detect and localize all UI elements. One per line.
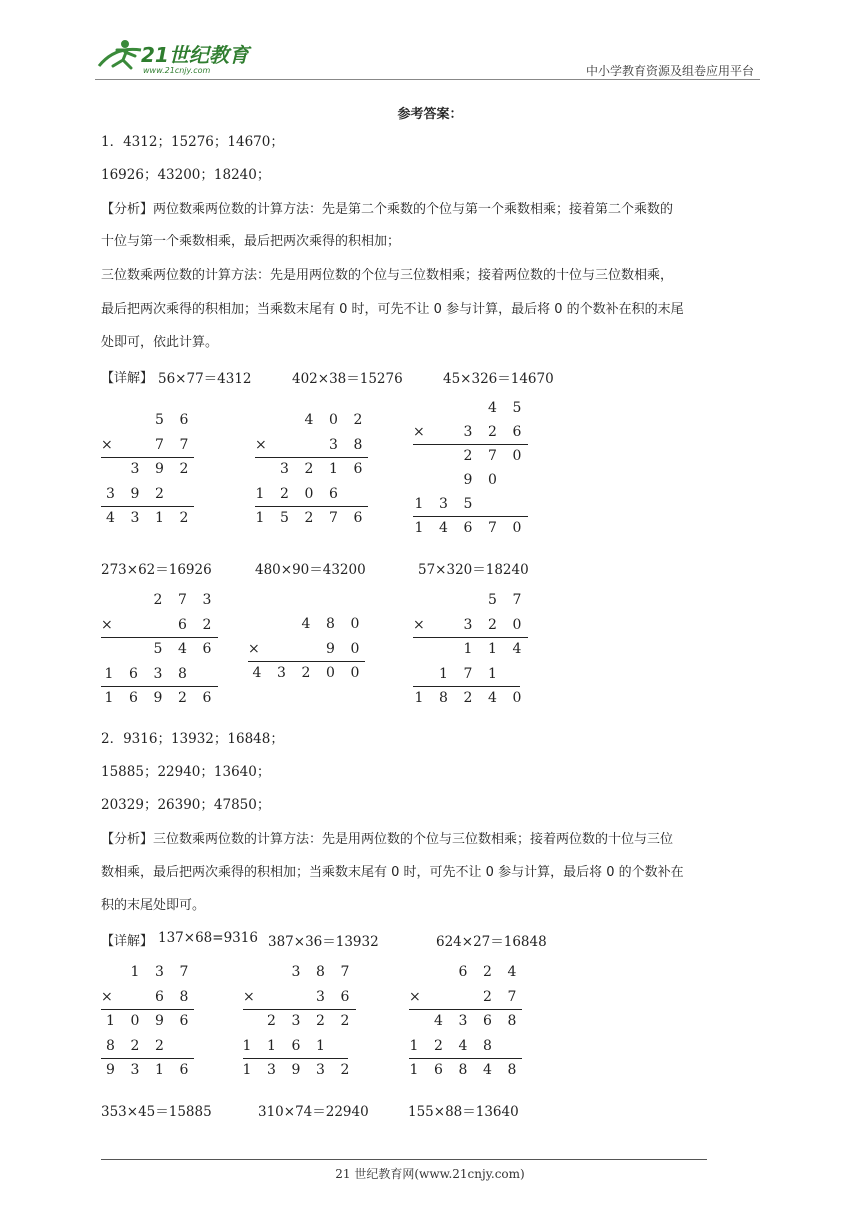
calc-digit: 2 — [463, 690, 473, 706]
calc-digit: 3 — [130, 510, 140, 526]
calc-digit: 1 — [414, 520, 424, 536]
calc-digit: 7 — [512, 592, 522, 608]
calc-digit: 1 — [329, 461, 338, 477]
calc-digit: 3 — [458, 1013, 468, 1029]
q1-eq-2: 402×38＝15276 — [292, 371, 403, 387]
calc-digit: 0 — [512, 616, 522, 633]
calc-rule — [101, 457, 194, 458]
header-divider — [95, 79, 760, 80]
calc-digit: 6 — [329, 485, 338, 502]
calc-digit: 1 — [242, 1062, 252, 1078]
calc-digit: 8 — [507, 1062, 517, 1078]
q1-analysis-3: 三位数乘两位数的计算方法：先是用两位数的个位与三位数相乘；接着两位数的十位与三位数相乘， — [101, 268, 674, 283]
multiply-sign: × — [409, 988, 421, 1005]
q2-answers-2: 15885；22940；13640； — [101, 764, 271, 780]
q2-analysis-3: 积的末尾处即可。 — [101, 898, 206, 913]
calc-digit: 1 — [488, 665, 497, 682]
platform-name: 中小学教育资源及组卷应用平台 — [585, 64, 754, 78]
calc-digit: 7 — [179, 964, 189, 980]
calc-digit: 7 — [488, 520, 497, 536]
calc-rule — [101, 637, 218, 638]
q1-eq-4: 273×62＝16926 — [101, 562, 212, 578]
calc-digit: 2 — [483, 964, 492, 980]
calc-digit: 2 — [155, 1037, 164, 1054]
calc-digit: 2 — [488, 424, 497, 440]
calc-digit: 6 — [463, 520, 473, 536]
calc-digit: 5 — [512, 400, 522, 416]
calc-digit: 2 — [178, 690, 187, 706]
calc-digit: 5 — [155, 412, 164, 428]
footer-text: 21 世纪教育网(www.21cnjy.com) — [335, 1167, 525, 1181]
calc-digit: 1 — [316, 1037, 325, 1054]
q1-detail-label: 【详解】 — [101, 371, 154, 386]
calc-digit: 0 — [512, 690, 522, 706]
calc-digit: 5 — [463, 496, 473, 512]
calc-rule — [101, 1009, 194, 1010]
calc-digit: 2 — [463, 448, 473, 464]
q2-eq-1: 137×68=9316 — [158, 930, 258, 946]
calc-rule — [413, 516, 528, 517]
q1-analysis-4: 最后把两次乘得的积相加；当乘数末尾有 0 时，可先不让 0 参与计算，最后将 0 的个数补在积的末尾 — [101, 302, 684, 317]
calc-digit: 2 — [304, 461, 314, 477]
calc-digit: 8 — [106, 1037, 115, 1054]
calc-digit: 6 — [434, 1062, 443, 1078]
calc-digit: 1 — [414, 496, 424, 512]
calc-digit: 7 — [507, 988, 517, 1005]
calc-digit: 2 — [483, 988, 492, 1005]
calc-digit: 4 — [301, 616, 311, 632]
calc-digit: 3 — [463, 424, 473, 440]
calc-digit: 8 — [326, 616, 335, 632]
calc-digit: 6 — [179, 412, 189, 428]
calc-digit: 8 — [483, 1037, 492, 1054]
multiply-sign: × — [413, 424, 425, 440]
calc-digit: 6 — [202, 641, 212, 657]
q1-eq-5: 480×90＝43200 — [255, 562, 366, 578]
calc-digit: 6 — [512, 424, 522, 440]
logo-text: 21世纪教育 — [141, 43, 249, 67]
calc-digit: 6 — [483, 1013, 492, 1029]
calc-digit: 7 — [488, 448, 497, 464]
calc-digit: 3 — [280, 461, 289, 477]
calc-digit: 2 — [304, 510, 314, 526]
calc-digit: 0 — [130, 1013, 140, 1029]
q2-eq-6: 155×88＝13640 — [408, 1104, 519, 1120]
calc-digit: 4 — [178, 641, 187, 657]
calc-digit: 9 — [106, 1062, 115, 1078]
calc-digit: 0 — [329, 412, 338, 428]
calc-digit: 6 — [179, 1013, 189, 1029]
calc-digit: 8 — [353, 436, 363, 453]
calc-digit: 4 — [439, 520, 448, 536]
calc-digit: 3 — [316, 1062, 325, 1078]
multiply-sign: × — [243, 988, 255, 1005]
calc-digit: 0 — [350, 665, 360, 681]
q1-eq-3: 45×326＝14670 — [443, 371, 554, 387]
q1-analysis-2: 十位与第一个乘数相乘，最后把两次乘得的积相加； — [101, 234, 401, 249]
calc-digit: 1 — [106, 1013, 115, 1029]
calc-digit: 1 — [409, 1037, 419, 1054]
calc-digit: 5 — [153, 641, 163, 657]
calc-digit: 3 — [267, 1062, 276, 1078]
calc-digit: 7 — [329, 510, 338, 526]
calc-rule — [413, 637, 528, 638]
calc-digit: 1 — [104, 665, 114, 682]
calc-digit: 4 — [488, 690, 497, 706]
q1-analysis-1: 【分析】两位数乘两位数的计算方法：先是第二个乘数的个位与第一个乘数相乘；接着第二个乘数的 — [101, 202, 674, 217]
calc-rule — [101, 506, 194, 507]
calc-digit: 6 — [458, 964, 468, 980]
calc-digit: 6 — [179, 1062, 189, 1078]
multiply-sign: × — [101, 436, 113, 453]
calc-digit: 4 — [488, 400, 497, 416]
calc-digit: 1 — [439, 665, 448, 682]
calc-digit: 8 — [458, 1062, 468, 1078]
calc-digit: 9 — [463, 472, 473, 488]
calc-digit: 7 — [179, 436, 189, 453]
calc-digit: 4 — [106, 510, 115, 526]
calc-digit: 9 — [155, 1013, 164, 1029]
calc-digit: 2 — [179, 510, 189, 526]
q2-answers-3: 20329；26390；47850； — [101, 797, 271, 813]
calc-digit: 1 — [155, 510, 164, 526]
calc-rule — [101, 686, 218, 687]
calc-digit: 1 — [255, 510, 265, 526]
calc-digit: 2 — [353, 412, 363, 428]
calc-rule — [248, 661, 365, 662]
calc-digit: 9 — [153, 690, 163, 706]
calc-digit: 7 — [178, 592, 187, 608]
calc-rule — [413, 686, 520, 687]
calc-digit: 1 — [104, 690, 114, 706]
calc-digit: 0 — [512, 448, 522, 464]
calc-digit: 4 — [507, 964, 517, 980]
calc-digit: 3 — [439, 496, 448, 512]
calc-digit: 5 — [488, 592, 497, 608]
calc-digit: 2 — [280, 485, 289, 502]
calc-digit: 1 — [130, 964, 140, 980]
calc-digit: 8 — [439, 690, 448, 706]
q1-answers-2: 16926；43200；18240； — [101, 167, 271, 183]
calc-digit: 1 — [242, 1037, 252, 1054]
calc-digit: 2 — [267, 1013, 276, 1029]
calc-digit: 6 — [291, 1037, 301, 1054]
calc-digit: 8 — [179, 988, 189, 1005]
q2-analysis-1: 【分析】三位数乘两位数的计算方法：先是用两位数的个位与三位数相乘；接着两位数的十位与三位 — [101, 832, 674, 847]
calc-digit: 7 — [340, 964, 350, 980]
calc-digit: 2 — [434, 1037, 443, 1054]
calc-digit: 8 — [178, 665, 187, 682]
calc-digit: 2 — [202, 616, 212, 633]
multiply-sign: × — [101, 988, 113, 1005]
calc-digit: 9 — [130, 485, 140, 502]
multiply-sign: × — [101, 616, 113, 633]
calc-digit: 3 — [202, 592, 212, 608]
logo-url: www.21cnjy.com — [143, 66, 211, 75]
multiply-sign: × — [248, 640, 260, 657]
calc-digit: 6 — [202, 690, 212, 706]
q2-eq-2: 387×36＝13932 — [268, 934, 379, 950]
calc-digit: 2 — [340, 1013, 350, 1029]
site-logo[interactable] — [95, 36, 265, 80]
calc-rule — [409, 1058, 522, 1059]
calc-rule — [409, 1009, 522, 1010]
calc-digit: 3 — [291, 964, 301, 980]
calc-digit: 1 — [267, 1037, 276, 1054]
calc-digit: 3 — [463, 616, 473, 633]
calc-digit: 3 — [106, 485, 115, 502]
calc-digit: 3 — [316, 988, 325, 1005]
calc-digit: 6 — [129, 665, 138, 682]
calc-digit: 3 — [277, 665, 286, 681]
calc-digit: 2 — [316, 1013, 325, 1029]
calc-rule — [101, 1058, 194, 1059]
calc-digit: 2 — [130, 1037, 140, 1054]
calc-digit: 6 — [155, 988, 164, 1005]
calc-digit: 9 — [326, 640, 335, 657]
calc-rule — [243, 1058, 348, 1059]
calc-digit: 0 — [512, 520, 522, 536]
calc-digit: 3 — [155, 964, 164, 980]
q2-analysis-2: 数相乘，最后把两次乘得的积相加；当乘数末尾有 0 时，可先不让 0 参与计算，最后将 0 的个数补在 — [101, 865, 684, 880]
calc-digit: 2 — [155, 485, 164, 502]
calc-digit: 4 — [483, 1062, 492, 1078]
calc-digit: 6 — [340, 988, 350, 1005]
page-title: 参考答案： — [397, 107, 463, 122]
q1-eq-1: 56×77＝4312 — [158, 371, 252, 387]
calc-digit: 1 — [255, 485, 265, 502]
calc-digit: 2 — [340, 1062, 350, 1078]
calc-digit: 0 — [304, 485, 314, 502]
calc-digit: 9 — [291, 1062, 301, 1078]
calc-digit: 8 — [507, 1013, 517, 1029]
calc-digit: 4 — [434, 1013, 443, 1029]
calc-digit: 3 — [130, 1062, 140, 1078]
calc-digit: 3 — [291, 1013, 301, 1029]
q1-answers-1: 1．4312；15276；14670； — [101, 134, 284, 150]
q1-analysis-5: 处即可，依此计算。 — [101, 335, 219, 350]
calc-digit: 8 — [316, 964, 325, 980]
q2-eq-4: 353×45＝15885 — [101, 1104, 212, 1120]
calc-digit: 2 — [153, 592, 163, 608]
q1-eq-6: 57×320＝18240 — [418, 562, 529, 578]
calc-digit: 3 — [329, 436, 338, 453]
calc-digit: 0 — [488, 472, 497, 488]
calc-rule — [255, 457, 368, 458]
calc-rule — [413, 444, 528, 445]
calc-digit: 4 — [304, 412, 314, 428]
calc-digit: 3 — [153, 665, 163, 682]
calc-digit: 1 — [488, 641, 497, 657]
calc-digit: 1 — [414, 690, 424, 706]
q2-detail-label: 【详解】 — [101, 934, 154, 949]
calc-digit: 5 — [280, 510, 289, 526]
calc-digit: 6 — [353, 461, 363, 477]
calc-digit: 2 — [179, 461, 189, 477]
q2-eq-3: 624×27＝16848 — [436, 934, 547, 950]
calc-digit: 6 — [178, 616, 187, 633]
calc-digit: 0 — [350, 640, 360, 657]
page-header — [95, 36, 760, 80]
footer-divider — [101, 1159, 707, 1160]
calc-digit: 6 — [129, 690, 138, 706]
calc-digit: 4 — [252, 665, 262, 681]
calc-digit: 7 — [463, 665, 473, 682]
calc-digit: 0 — [326, 665, 335, 681]
calc-digit: 1 — [155, 1062, 164, 1078]
calc-digit: 4 — [512, 641, 522, 657]
calc-digit: 3 — [130, 461, 140, 477]
calc-digit: 7 — [155, 436, 164, 453]
calc-digit: 9 — [155, 461, 164, 477]
multiply-sign: × — [413, 616, 425, 633]
calc-rule — [255, 506, 368, 507]
calc-digit: 0 — [350, 616, 360, 632]
calc-digit: 2 — [488, 616, 497, 633]
calc-digit: 1 — [463, 641, 473, 657]
multiply-sign: × — [255, 436, 267, 453]
q2-answers-1: 2．9316；13932；16848； — [101, 731, 284, 747]
calc-digit: 4 — [458, 1037, 468, 1054]
calc-rule — [243, 1009, 356, 1010]
calc-digit: 6 — [353, 510, 363, 526]
calc-digit: 1 — [409, 1062, 419, 1078]
calc-digit: 2 — [301, 665, 311, 681]
q2-eq-5: 310×74＝22940 — [258, 1104, 369, 1120]
